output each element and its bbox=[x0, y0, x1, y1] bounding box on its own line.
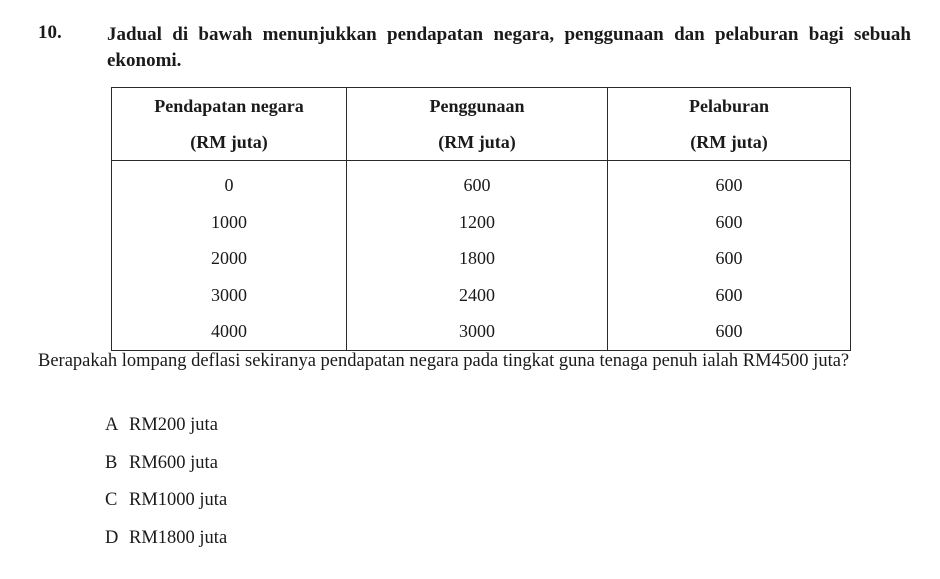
header-national-income bbox=[112, 88, 347, 161]
table-cell: 600 bbox=[715, 248, 743, 268]
data-table bbox=[111, 87, 851, 351]
option-letter: D bbox=[105, 527, 119, 548]
header-unit: (RM juta) bbox=[438, 132, 516, 152]
table-cell: 2000 bbox=[211, 248, 247, 268]
option-a[interactable] bbox=[105, 410, 227, 448]
header-unit: (RM juta) bbox=[190, 132, 268, 152]
option-text: RM200 juta bbox=[129, 415, 218, 435]
option-letter: A bbox=[105, 415, 119, 435]
column-consumption bbox=[347, 161, 608, 351]
column-investment bbox=[608, 161, 851, 351]
option-letter: B bbox=[105, 452, 118, 473]
table-cell: 600 bbox=[463, 175, 491, 195]
table-cell: 3000 bbox=[459, 321, 495, 341]
table-cell: 2400 bbox=[459, 284, 495, 305]
option-letter: C bbox=[105, 490, 118, 510]
table-body-row bbox=[112, 161, 851, 351]
table-cell: 0 bbox=[224, 175, 234, 195]
header-consumption bbox=[347, 88, 608, 161]
option-text: RM600 juta bbox=[129, 452, 218, 473]
table-cell: 1800 bbox=[459, 248, 495, 268]
header-title: Pendapatan negara bbox=[154, 96, 304, 116]
table-cell: 1000 bbox=[211, 211, 247, 232]
question-intro: Jadual di bawah menunjukkan pendapatan negara, penggunaan dan pelaburan bagi sebuah ekonomi. bbox=[107, 24, 911, 71]
option-text: RM1800 juta bbox=[129, 527, 228, 548]
table-cell: 600 bbox=[715, 211, 743, 232]
table-cell: 600 bbox=[715, 175, 743, 195]
header-unit: (RM juta) bbox=[690, 132, 768, 152]
column-national-income bbox=[112, 161, 347, 351]
table-cell: 600 bbox=[715, 284, 743, 305]
table-cell: 600 bbox=[715, 321, 743, 341]
answer-options bbox=[105, 410, 227, 560]
table-cell: 4000 bbox=[211, 321, 247, 341]
table-cell: 3000 bbox=[211, 284, 247, 305]
header-investment bbox=[608, 88, 851, 161]
question-stem: Berapakah lompang deflasi sekiranya pendapatan negara pada tingkat guna tenaga penuh ialah RM4500 juta? bbox=[38, 351, 850, 371]
option-b[interactable] bbox=[105, 448, 227, 486]
header-title: Penggunaan bbox=[429, 96, 525, 116]
question-number: 10. bbox=[38, 22, 62, 43]
option-c[interactable] bbox=[105, 485, 227, 523]
table-cell: 1200 bbox=[459, 211, 495, 232]
header-title: Pelaburan bbox=[688, 96, 769, 116]
option-text: RM1000 juta bbox=[129, 490, 228, 510]
option-d[interactable] bbox=[105, 523, 227, 561]
table-header-row bbox=[112, 88, 851, 161]
